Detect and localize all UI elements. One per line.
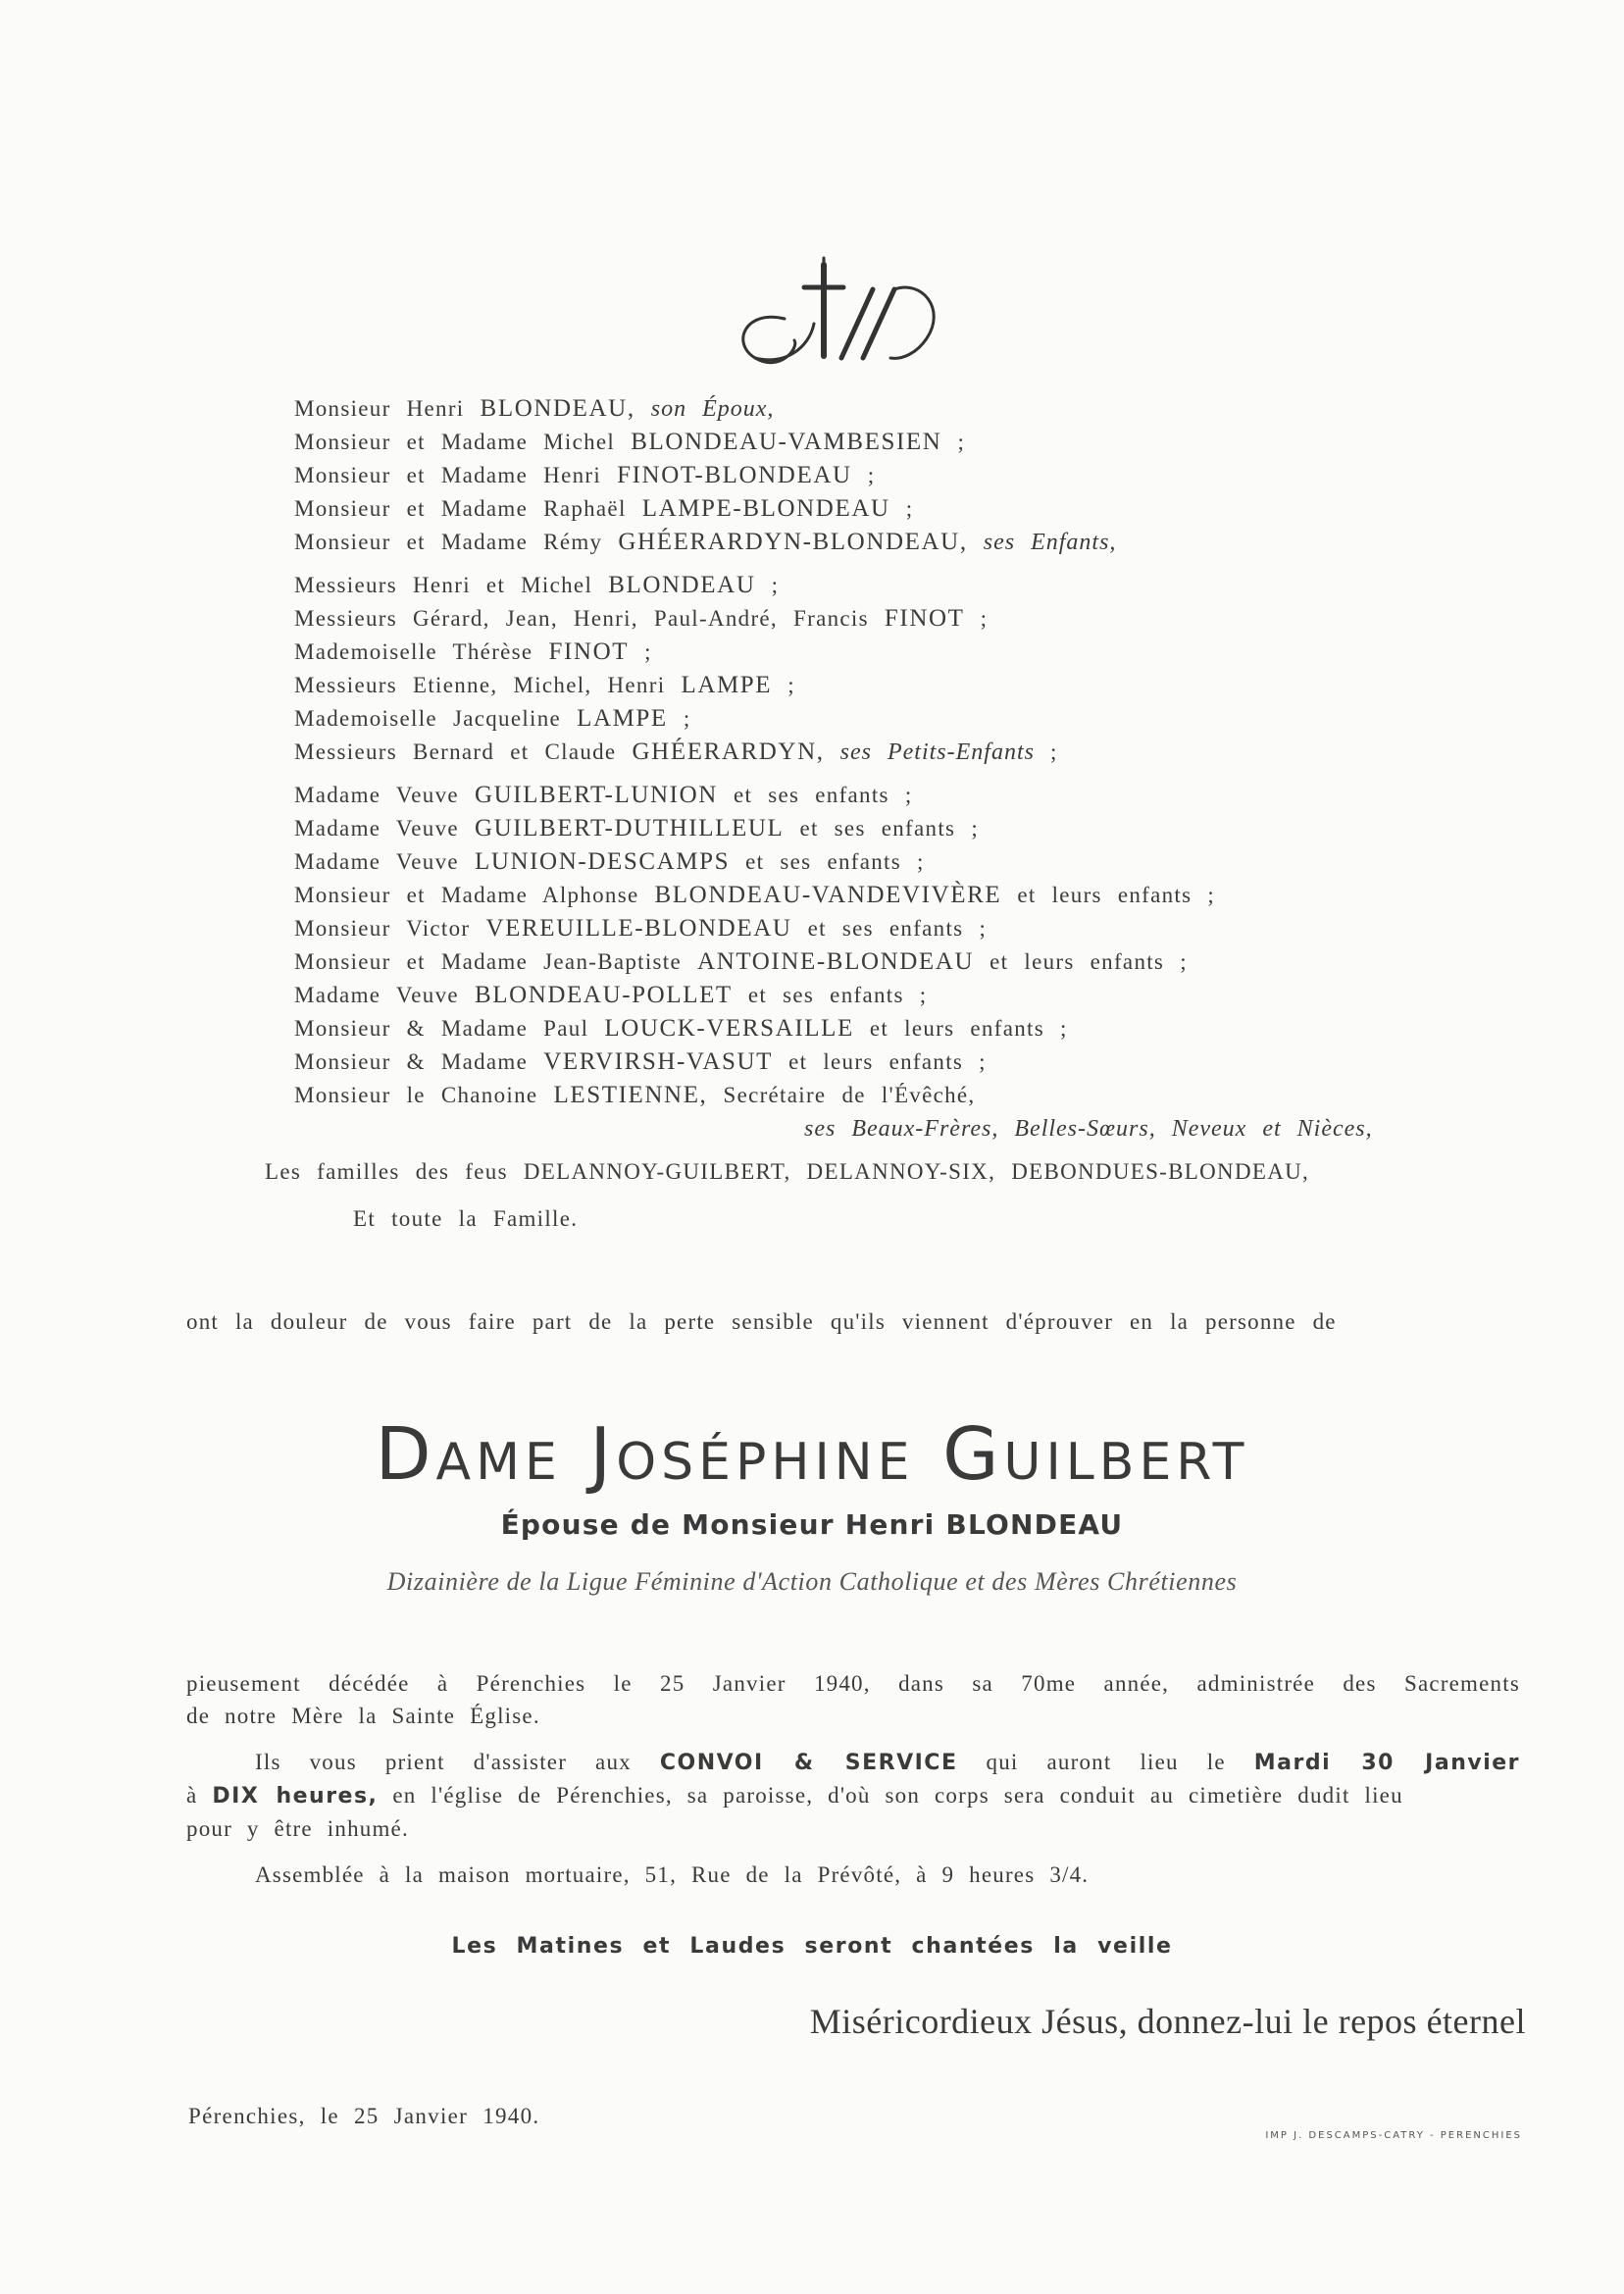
family-post: ; <box>905 496 914 521</box>
cross-monogram-icon <box>726 250 961 373</box>
family-row <box>294 392 1510 426</box>
family-pre: Monsieur et Madame Henri <box>294 463 602 487</box>
service-text-g: en l'église de Pérenchies, sa paroisse, d'où son corps sera conduit au cimetière dudit lieu <box>392 1783 1403 1808</box>
deceased-name: Dame Joséphine Guilbert <box>375 1412 1249 1497</box>
printer-mark: IMP J. DESCAMPS-CATRY - PERENCHIES <box>1265 2130 1522 2141</box>
family-post: ; <box>787 673 795 697</box>
family-pre: Monsieur Henri <box>294 396 465 421</box>
family-name: GHÉERARDYN, <box>632 739 825 765</box>
family-row <box>294 736 1510 769</box>
family-list <box>265 392 1510 1236</box>
service-line-2 <box>186 1779 1520 1812</box>
relatives-line: ses Beaux-Frères, Belles-Sœurs, Neveux et Nièces, <box>804 1116 1373 1142</box>
family-row <box>294 1012 1510 1045</box>
service-line-1 <box>186 1746 1520 1779</box>
family-name: GHÉERARDYN-BLONDEAU, <box>618 529 968 555</box>
family-name: FINOT <box>548 638 630 665</box>
family-row <box>294 979 1510 1012</box>
family-name: GUILBERT-LUNION <box>474 782 718 808</box>
family-pre: Madame Veuve <box>294 983 459 1007</box>
family-row <box>294 526 1510 559</box>
family-name: LESTIENNE, <box>553 1082 708 1108</box>
vigil-line: Les Matines et Laudes seront chantées la veille <box>451 1934 1173 1959</box>
family-post: et ses enfants ; <box>799 816 980 841</box>
family-row <box>294 1045 1510 1079</box>
family-name: BLONDEAU-POLLET <box>474 982 733 1008</box>
relatives-row <box>294 1112 1510 1146</box>
family-post: ; <box>644 639 652 664</box>
family-row <box>294 426 1510 459</box>
family-name: BLONDEAU <box>608 572 756 598</box>
family-name: LAMPE <box>681 672 773 698</box>
family-name: LOUCK-VERSAILLE <box>604 1015 854 1042</box>
family-name: LUNION-DESCAMPS <box>474 848 731 875</box>
service-text-e: à <box>186 1783 198 1808</box>
service-text-c: qui auront lieu le <box>986 1750 1226 1774</box>
family-pre: Madame Veuve <box>294 783 459 807</box>
family-post: ; <box>980 606 989 631</box>
family-post: ; <box>771 573 780 597</box>
family-pre: Monsieur et Madame Rémy <box>294 530 603 554</box>
family-name: ANTOINE-BLONDEAU <box>697 948 975 975</box>
family-post: et ses enfants ; <box>807 916 988 941</box>
service-convoi: CONVOI & SERVICE <box>659 1751 958 1775</box>
family-pre: Monsieur le Chanoine <box>294 1083 538 1107</box>
family-post: et leurs enfants ; <box>1017 883 1216 907</box>
family-name: VEREUILLE-BLONDEAU <box>485 915 792 942</box>
family-name: FINOT <box>884 605 965 632</box>
family-pre: Messieurs Bernard et Claude <box>294 739 617 764</box>
family-rel: son Époux, <box>650 396 775 422</box>
family-pre: Messieurs Gérard, Jean, Henri, Paul-André, Francis <box>294 606 869 631</box>
family-row <box>294 459 1510 492</box>
family-post: Secrétaire de l'Évêché, <box>723 1083 976 1107</box>
family-name: BLONDEAU-VAMBESIEN <box>631 429 942 455</box>
family-post: et ses enfants ; <box>745 849 925 874</box>
family-name: VERVIRSH-VASUT <box>543 1048 774 1075</box>
family-post: ; <box>957 430 966 454</box>
family-row <box>294 812 1510 845</box>
family-row <box>294 945 1510 979</box>
family-row <box>294 912 1510 945</box>
family-post: et ses enfants ; <box>747 983 928 1007</box>
family-name: LAMPE <box>577 705 668 732</box>
family-pre: Madame Veuve <box>294 816 459 841</box>
family-pre: Monsieur et Madame Jean-Baptiste <box>294 949 682 974</box>
family-rel: ses Petits-Enfants <box>839 739 1035 765</box>
family-row <box>294 669 1510 702</box>
family-row <box>294 879 1510 912</box>
family-row <box>294 845 1510 879</box>
dateline: Pérenchies, le 25 Janvier 1940. <box>188 2104 540 2128</box>
family-name: LAMPE-BLONDEAU <box>641 495 890 522</box>
family-pre: Monsieur et Madame Alphonse <box>294 883 639 907</box>
intro-text: ont la douleur de vous faire part de la perte sensible qu'ils viennent d'éprouver en la personne de <box>186 1309 1337 1334</box>
service-time: DIX heures, <box>212 1784 379 1809</box>
family-post: ; <box>1050 739 1058 764</box>
family-row <box>294 779 1510 812</box>
role-line: Dizainière de la Ligue Féminine d'Action Catholique et des Mères Chrétiennes <box>386 1567 1238 1596</box>
family-pre: Madame Veuve <box>294 849 459 874</box>
family-post: et ses enfants ; <box>733 783 913 807</box>
family-name: BLONDEAU, <box>480 395 635 422</box>
family-pre: Monsieur Victor <box>294 916 471 941</box>
family-post: et leurs enfants ; <box>869 1016 1068 1041</box>
family-post: ; <box>683 706 691 731</box>
family-post: ; <box>867 463 876 487</box>
family-row <box>294 702 1510 736</box>
service-date: Mardi 30 Janvier <box>1253 1751 1521 1775</box>
late-families-line: Les familles des feus DELANNOY-GUILBERT, DELANNOY-SIX, DEBONDUES-BLONDEAU, <box>265 1159 1310 1184</box>
family-row <box>294 492 1510 526</box>
prayer-line: Miséricordieux Jésus, donnez-lui le repos éternel <box>809 2002 1526 2041</box>
family-pre: Monsieur et Madame Michel <box>294 430 616 454</box>
whole-family-line: Et toute la Famille. <box>353 1206 579 1231</box>
notice-body <box>186 1667 1520 1891</box>
assembly-line: Assemblée à la maison mortuaire, 51, Rue de la Prévôté, à 9 heures 3/4. <box>255 1862 1090 1887</box>
family-pre: Messieurs Etienne, Michel, Henri <box>294 673 666 697</box>
family-pre: Monsieur & Madame Paul <box>294 1016 589 1041</box>
family-name: BLONDEAU-VANDEVIVÈRE <box>654 882 1002 908</box>
family-row <box>294 602 1510 636</box>
family-pre: Messieurs Henri et Michel <box>294 573 593 597</box>
family-row <box>294 1079 1510 1112</box>
family-pre: Mademoiselle Jacqueline <box>294 706 562 731</box>
service-text-a: Ils vous prient d'assister aux <box>255 1750 632 1774</box>
family-post: et leurs enfants ; <box>788 1049 987 1074</box>
death-line-2: de notre Mère la Sainte Église. <box>186 1704 540 1728</box>
death-line-1: pieusement décédée à Pérenchies le 25 Janvier 1940, dans sa 70me année, administrée des Sacrements <box>186 1671 1520 1696</box>
family-rel: ses Enfants, <box>983 530 1117 555</box>
family-post: et leurs enfants ; <box>990 949 1188 974</box>
family-row <box>294 636 1510 669</box>
family-name: GUILBERT-DUTHILLEUL <box>474 815 785 841</box>
family-name: FINOT-BLONDEAU <box>617 462 852 488</box>
service-line-3: pour y être inhumé. <box>186 1816 409 1841</box>
family-pre: Monsieur et Madame Raphaël <box>294 496 627 521</box>
spouse-line: Épouse de Monsieur Henri BLONDEAU <box>500 1508 1124 1541</box>
family-pre: Monsieur & Madame <box>294 1049 529 1074</box>
family-row <box>294 569 1510 602</box>
family-pre: Mademoiselle Thérèse <box>294 639 533 664</box>
